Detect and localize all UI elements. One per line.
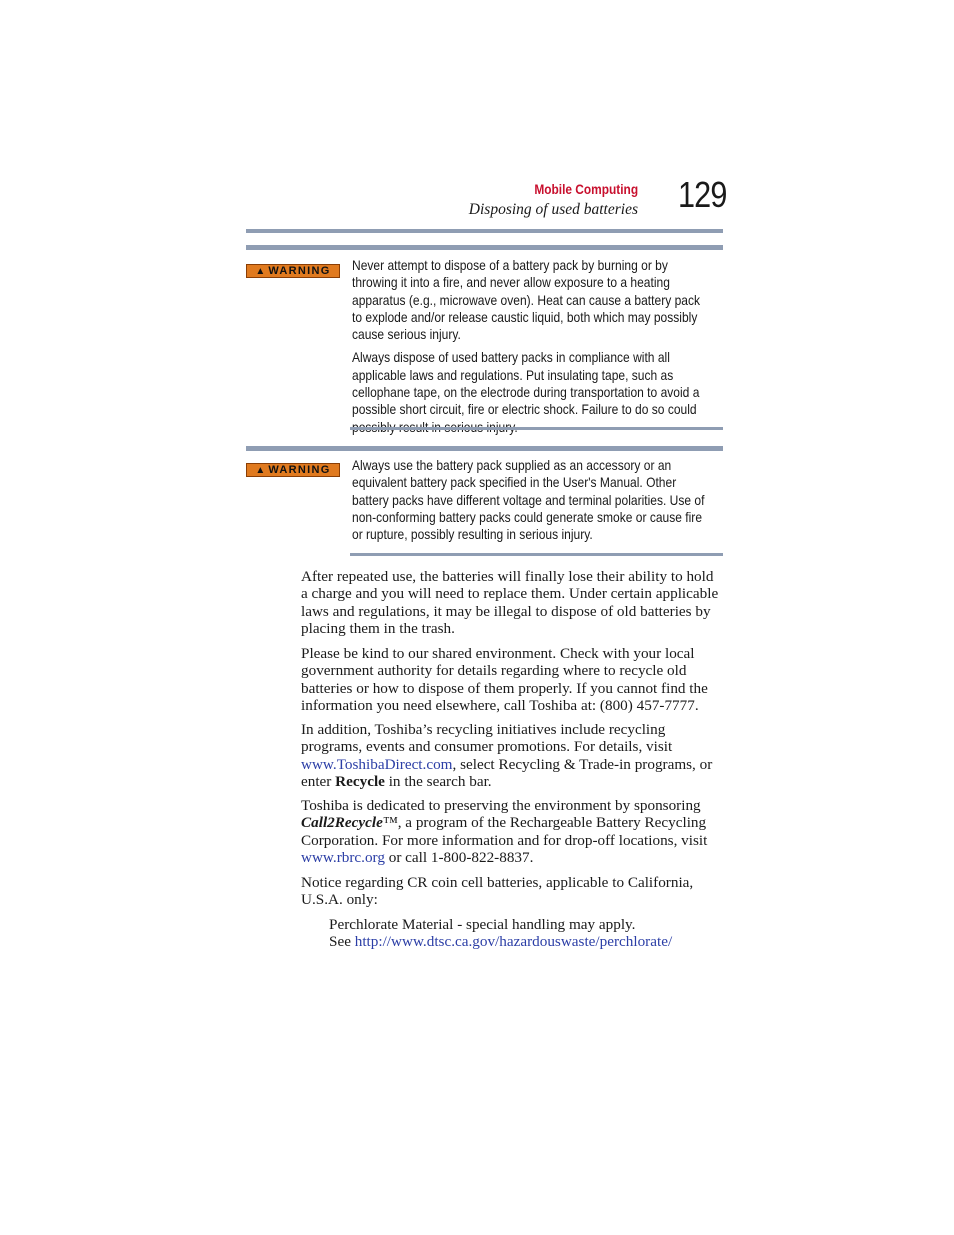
section-title: Disposing of used batteries (468, 201, 638, 218)
rbrc-link[interactable]: www.rbrc.org (301, 848, 385, 866)
notice-see: See (329, 933, 355, 951)
paragraph-text: ™, a program of the Rechargeable Battery Recycling Corporation. For more information and for drop-off locations, visit (301, 814, 708, 849)
warning-bottom-rule (350, 427, 723, 430)
warning-bottom-rule (350, 553, 723, 556)
recycle-keyword: Recycle (335, 772, 385, 790)
paragraph-text: Please be kind to our shared environment. Check with your local government authority for details regarding where to recycle old batteries or how to dispose of them properly. If you cannot find the information you need elsewhere, call Toshiba at: (800) 457-7777. (301, 645, 708, 714)
header-rule (246, 229, 723, 233)
warning-text (352, 257, 713, 436)
paragraph-text: In addition, Toshiba’s recycling initiatives include recycling programs, events and consumer promotions. For details, visit (301, 721, 673, 756)
body-paragraph (301, 568, 723, 637)
notice-line: Perchlorate Material - special handling may apply. (329, 916, 636, 933)
warning-top-rule (246, 446, 723, 451)
chapter-title: Mobile Computing (534, 181, 638, 197)
paragraph-text: After repeated use, the batteries will finally lose their ability to hold a charge and you will need to replace them. Under certain applicable laws and regulations, it may be illegal to dispose of old batteries by placing them in the trash. (301, 568, 719, 637)
paragraph-text: , select Recycling & Trade-in programs, or enter (301, 755, 713, 790)
warning-paragraph: Always dispose of used battery packs in compliance with all applicable laws and regulations. Put insulating tape, such as cellophane tape, on the electrode during transportation to avoid a possible short circuit, fire or electric shock. Failure to do so could (352, 349, 700, 418)
warning-label: WARNING (268, 464, 331, 476)
warning-label: WARNING (268, 265, 331, 277)
warning-badge (246, 463, 340, 477)
body-paragraph (301, 645, 723, 714)
toshibadirect-link[interactable]: www.ToshibaDirect.com (301, 755, 453, 773)
warning-text (352, 457, 713, 543)
body-paragraph (301, 874, 723, 909)
warning-triangle-icon: ▲ (255, 265, 266, 277)
page-number: 129 (678, 174, 727, 215)
paragraph-text: Notice regarding CR coin cell batteries, applicable to California, U.S.A. only: (301, 874, 694, 909)
body-paragraph (301, 797, 723, 866)
warning-top-rule (246, 245, 723, 250)
perchlorate-notice (329, 916, 749, 951)
call2recycle-brand: Call2Recycle (301, 814, 383, 832)
warning-triangle-icon: ▲ (255, 464, 266, 476)
dtsc-link[interactable]: http://www.dtsc.ca.gov/hazardouswaste/perchlorate/ (354, 933, 673, 951)
paragraph-text: or call 1-800-822-8837. (384, 848, 534, 866)
body-paragraph (301, 721, 723, 790)
paragraph-text: Toshiba is dedicated to preserving the environment by sponsoring (301, 797, 701, 814)
paragraph-text: in the search bar. (384, 772, 492, 790)
warning-paragraph: Never attempt to dispose of a battery pack by burning or by throwing it into a fire, and never allow exposure to a heating apparatus (e.g., microwave oven). Heat can cause a battery pack to explode and/or release caustic liquid, both which may possibly cause serious injury. (352, 257, 701, 343)
warning-paragraph: Always use the battery pack supplied as an accessory or an equivalent battery pack specified in the User's Manual. Other battery packs have different voltage and terminal polarities. Use of non-conforming battery packs could generate smoke or cause fire or rupture, possibly resulting in serious injury. (352, 457, 705, 543)
warning-badge (246, 264, 340, 278)
